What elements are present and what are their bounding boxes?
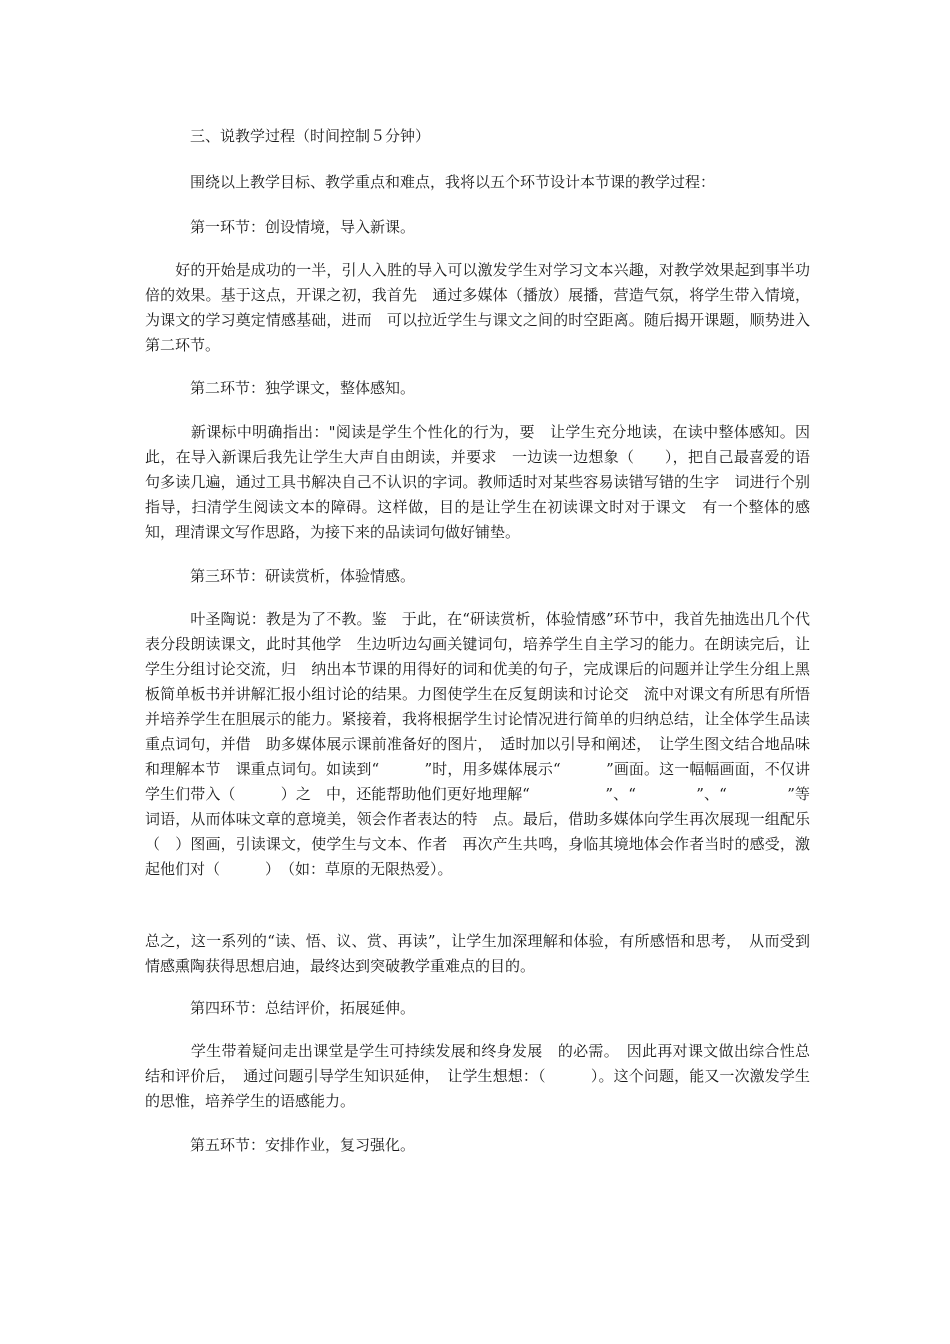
section-title: 三、说教学过程（时间控制５分钟） bbox=[145, 127, 431, 145]
summary-paragraph: 总之，这一系列的“读、悟、议、赏、再读”，让学生加深理解和体验，有所感悟和思考， 从而受到情感熏陶获得思想启迪，最终达到突破教学重难点的目的。 bbox=[145, 932, 810, 975]
intro-paragraph: 围绕以上教学目标、教学重点和难点，我将以五个环节设计本节课的教学过程： bbox=[145, 173, 716, 191]
step5-heading: 第五环节：安排作业，复习强化。 bbox=[145, 1136, 416, 1154]
step1-heading: 第一环节：创设情境，导入新课。 bbox=[145, 218, 416, 236]
step4-heading: 第四环节：总结评价，拓展延伸。 bbox=[145, 999, 416, 1017]
step1-body: 好的开始是成功的一半，引人入胜的导入可以激发学生对学习文本兴趣，对教学效果起到事半功倍的效果。基于这点，开课之初，我首先 通过多媒体（播放）展播，营造气氛，将学生带入情境，为课文的学习奠定情感基础，进而 可以拉近学生与课文之间的时空距离。随后揭开课题，顺势进入 第二环节。 bbox=[145, 261, 826, 354]
step4-body: 学生带着疑问走出课堂是学生可持续发展和终身发展 的必需。 因此再对课文做出综合性总结和评价后， 通过问题引导学生知识延伸， 让学生想想：（ ）。这个问题，能又一次激发学生的思惟，培养学生的语感能力。 bbox=[145, 1042, 810, 1110]
step2-heading: 第二环节：独学课文，整体感知。 bbox=[145, 379, 416, 397]
step3-heading: 第三环节：研读赏析，体验情感。 bbox=[145, 567, 416, 585]
step2-body: 新课标中明确指出："阅读是学生个性化的行为，要 让学生充分地读，在读中整体感知。因此，在导入新课后我先让学生大声自由朗读，并要求 一边读一边想象（ ），把自己最喜爱的语句多读几遍，通过工具书解决自己不认识的字词。教师适时对某些容易读错写错的生字 词进行个别指导，扫清学生阅读文本的障碍。这样做，目的是让学生在初读课文时对于课文 有一个整体的感知，理清课文写作思路，为接下来的品读词句做好铺垫。 bbox=[145, 423, 810, 541]
step3-body: 叶圣陶说：教是为了不教。鉴 于此，在“研读赏析，体验情感”环节中，我首先抽选出几个代表分段朗读课文，此时其他学 生边听边勾画关键词句，培养学生自主学习的能力。在朗读完后，让学生分组讨论交流，归 纳出本节课的用得好的词和优美的句子，完成课后的问题并让学生分组上黑板简单板书并讲解汇报小组讨论的结果。力图使学生在反复朗读和讨论交 流中对课文有所思有所悟并培养学生在胆展示的能力。紧接着，我将根据学生讨论情况进行简单的归纳总结，让全体学生品读重点词句，并借 助多媒体展示课前准备好的图片， 适时加以引导和阐述， 让学生图文结合地品味和理解本节 课重点词句。如读到“ ”时，用多媒体展示“ ”画面。这一幅幅画面，不仅讲学生们带入（ ）之 中，还能帮助他们更好地理解“ ”、“ ”、“ ”等词语，从而体味文章的意境美，领会作者表达的特 点。最后，借助多媒体向学生再次展现一组配乐（ ）图画，引读课文，使学生与文本、作者 再次产生共鸣，身临其境地体会作者当时的感受，激起他们对（ ） （如：草原的无限热爱）。 bbox=[145, 610, 810, 878]
